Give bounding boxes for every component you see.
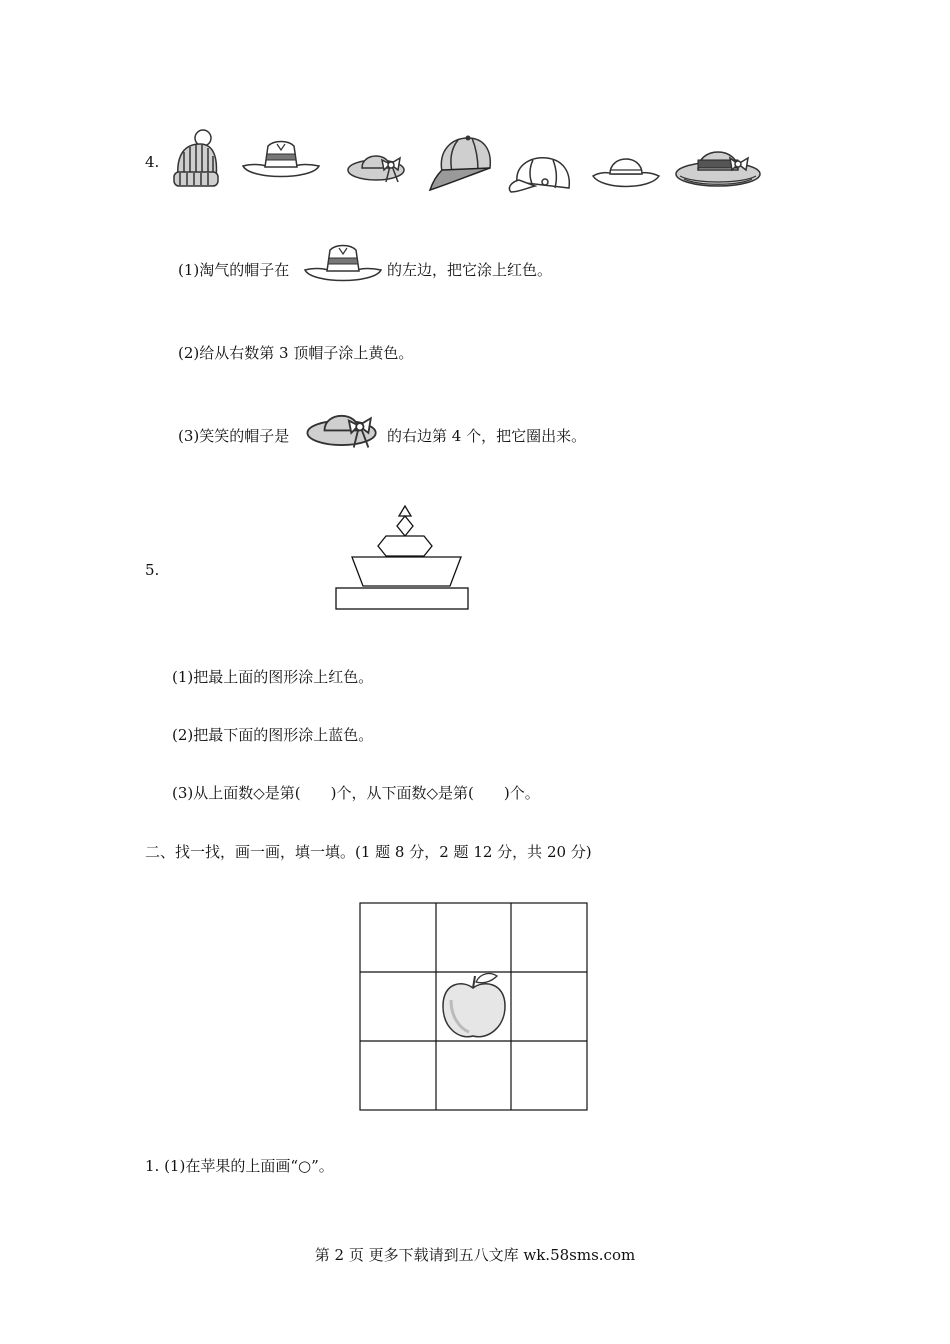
apple-icon xyxy=(443,974,505,1037)
wide-brim-bow-hat-icon xyxy=(674,138,762,190)
section-2-q1: 1. (1)在苹果的上面画“○”。 xyxy=(145,1157,334,1175)
shape-stack-figure xyxy=(330,500,475,615)
q4-item-1-suffix: 的左边，把它涂上红色。 xyxy=(387,261,553,279)
baseball-cap-icon xyxy=(428,132,494,192)
rectangle-shape xyxy=(336,588,468,609)
fedora-hat-icon xyxy=(302,240,384,292)
apple-grid xyxy=(359,902,589,1112)
q5-item-1: (1)把最上面的图形涂上红色。 xyxy=(172,668,374,686)
bucket-hat-icon xyxy=(590,150,662,190)
q5-number: 5. xyxy=(145,561,160,579)
triangle-shape xyxy=(399,506,411,516)
diamond-shape xyxy=(397,516,413,536)
q4-item-1-prefix: (1)淘气的帽子在 xyxy=(178,261,290,279)
q4-item-3-prefix: (3)笑笑的帽子是 xyxy=(178,427,290,445)
knit-beanie-icon xyxy=(170,128,220,190)
bow-sun-hat-icon xyxy=(346,146,410,186)
q5-item-3: (3)从上面数◇是第( )个，从下面数◇是第( )个。 xyxy=(172,784,540,802)
hexagon-shape xyxy=(378,536,432,556)
round-cap-icon xyxy=(505,152,575,198)
page-footer: 第 2 页 更多下载请到五八文库 wk.58sms.com xyxy=(314,1246,636,1264)
q4-item-2: (2)给从右数第 3 顶帽子涂上黄色。 xyxy=(178,344,414,362)
q5-item-2: (2)把最下面的图形涂上蓝色。 xyxy=(172,726,374,744)
q4-number: 4. xyxy=(145,153,160,171)
trapezoid-shape xyxy=(352,557,461,586)
q4-item-3-suffix: 的右边第 4 个，把它圈出来。 xyxy=(387,427,587,445)
fedora-hat-icon xyxy=(240,136,322,188)
section-2-heading: 二、找一找，画一画，填一填。(1 题 8 分，2 题 12 分，共 20 分) xyxy=(145,843,592,861)
bow-sun-hat-icon xyxy=(305,400,383,456)
